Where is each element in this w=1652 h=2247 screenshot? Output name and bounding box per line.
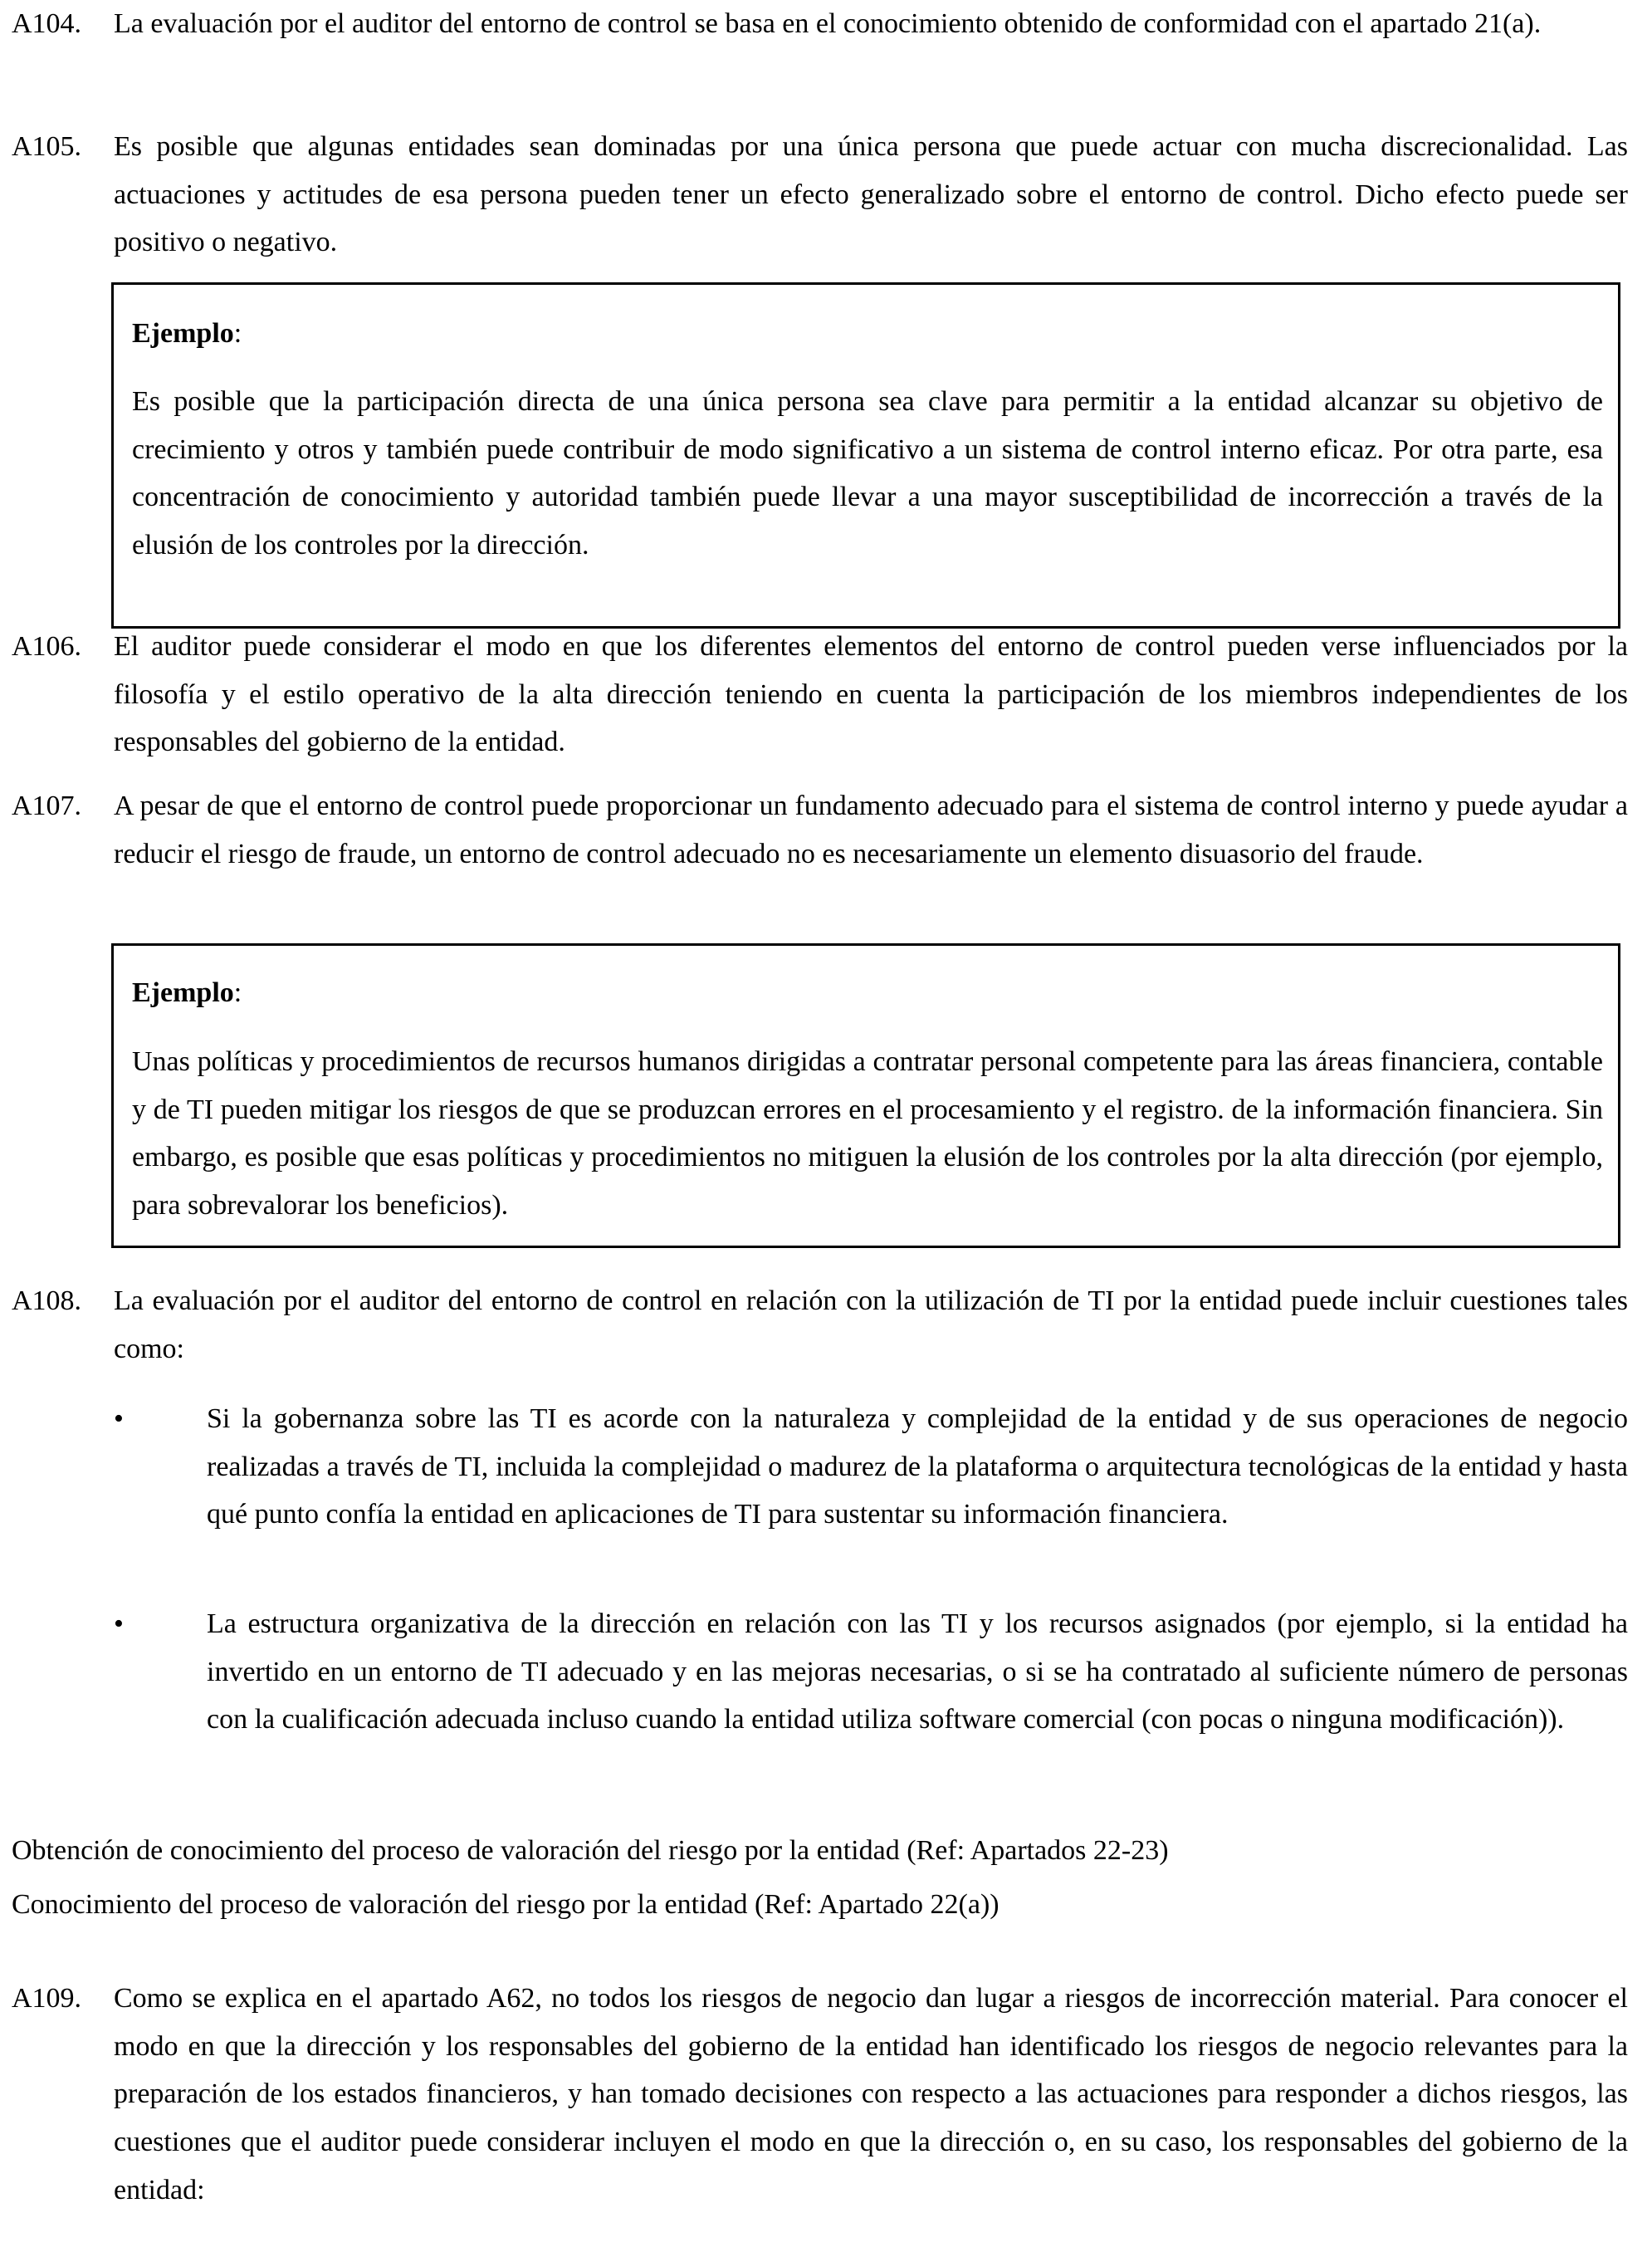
paragraph-a106	[12, 623, 1628, 766]
subsection-heading: Conocimiento del proceso de valoración del riesgo por la entidad (Ref: Apartado 22(a))	[12, 1889, 1000, 1920]
bullet-item	[114, 1395, 1628, 1539]
example-text: Unas políticas y procedimientos de recursos humanos dirigidas a contratar personal competente para las áreas financiera, contable y de TI pueden mitigar los riesgos de que se produzcan errores en el procesamiento y el registro. de la información financiera. Sin embargo, es posible que esas políticas y procedimientos no mitiguen la elusión de los controles por la alta dirección (por ejemplo, para sobrevalorar los beneficios).	[132, 1046, 1603, 1221]
paragraph-text: La evaluación por el auditor del entorno de control se basa en el conocimiento obtenido de conformidad con el apartado 21(a).	[114, 8, 1542, 39]
bullet-icon: •	[114, 1403, 124, 1434]
paragraph-number: A106.	[12, 631, 82, 662]
paragraph-a104	[12, 0, 1628, 48]
paragraph-number: A105.	[12, 131, 82, 162]
paragraph-text: Es posible que algunas entidades sean dominadas por una única persona que puede actuar con mucha discrecionalidad. Las actuaciones y actitudes de esa persona pueden tener un efecto generalizado sobre el entorno de control. Dicho efecto puede ser positivo o negativo.	[114, 131, 1628, 258]
example-text: Es posible que la participación directa de una única persona sea clave para permitir a la entidad alcanzar su objetivo de crecimiento y otros y también puede contribuir de modo significativo a un sistema de control interno eficaz. Por otra parte, esa concentración de conocimiento y autoridad también puede llevar a una mayor susceptibilidad de incorrección a través de la elusión de los controles por la dirección.	[132, 386, 1603, 561]
paragraph-text: La evaluación por el auditor del entorno de control en relación con la utilización de TI por la entidad puede incluir cuestiones tales como:	[114, 1285, 1628, 1364]
bullet-text: Si la gobernanza sobre las TI es acorde con la naturaleza y complejidad de la entidad y de sus operaciones de negocio realizadas a través de TI, incluida la complejidad o madurez de la plataforma o arquitectura tecnológicas de la entidad y hasta qué punto confía la entidad en aplicaciones de TI para sustentar su información financiera.	[207, 1403, 1628, 1530]
bullet-item	[114, 1600, 1628, 1744]
example-label: Ejemplo:	[132, 318, 242, 349]
paragraph-a107	[12, 782, 1628, 878]
example-box-1	[111, 282, 1620, 629]
paragraph-number: A104.	[12, 8, 82, 39]
example-label: Ejemplo:	[132, 977, 242, 1008]
paragraph-a105	[12, 123, 1628, 267]
paragraph-text: Como se explica en el apartado A62, no todos los riesgos de negocio dan lugar a riesgos de incorrección material. Para conocer el modo en que la dirección y los responsables del gobierno de la entidad han identificado los riesgos de negocio relevantes para la preparación de los estados financieros, y han tomado decisiones con respecto a las actuaciones para responder a dichos riesgos, las cuestiones que el auditor puede considerar incluyen el modo en que la dirección o, en su caso, los responsables del gobierno de la entidad:	[114, 1983, 1628, 2205]
bullet-text: La estructura organizativa de la dirección en relación con las TI y los recursos asignados (por ejemplo, si la entidad ha invertido en un entorno de TI adecuado y en las mejoras necesarias, o si se ha contratado al suficiente número de personas con la cualificación adecuada incluso cuando la entidad utiliza software comercial (con pocas o ninguna modificación)).	[207, 1608, 1628, 1735]
paragraph-a109	[12, 1975, 1628, 2215]
paragraph-text: A pesar de que el entorno de control puede proporcionar un fundamento adecuado para el sistema de control interno y puede ayudar a reducir el riesgo de fraude, un entorno de control adecuado no es necesariamente un elemento disuasorio del fraude.	[114, 791, 1628, 869]
paragraph-a108	[12, 1277, 1628, 1373]
example-box-2	[111, 943, 1620, 1248]
paragraph-text: El auditor puede considerar el modo en que los diferentes elementos del entorno de control pueden verse influenciados por la filosofía y el estilo operativo de la alta dirección teniendo en cuenta la participación de los miembros independientes de los responsables del gobierno de la entidad.	[114, 631, 1628, 758]
section-heading: Obtención de conocimiento del proceso de valoración del riesgo por la entidad (Ref: Apartados 22-23)	[12, 1835, 1169, 1866]
paragraph-number: A107.	[12, 791, 82, 821]
bullet-icon: •	[114, 1608, 124, 1639]
paragraph-number: A109.	[12, 1983, 82, 2014]
paragraph-number: A108.	[12, 1285, 82, 1316]
